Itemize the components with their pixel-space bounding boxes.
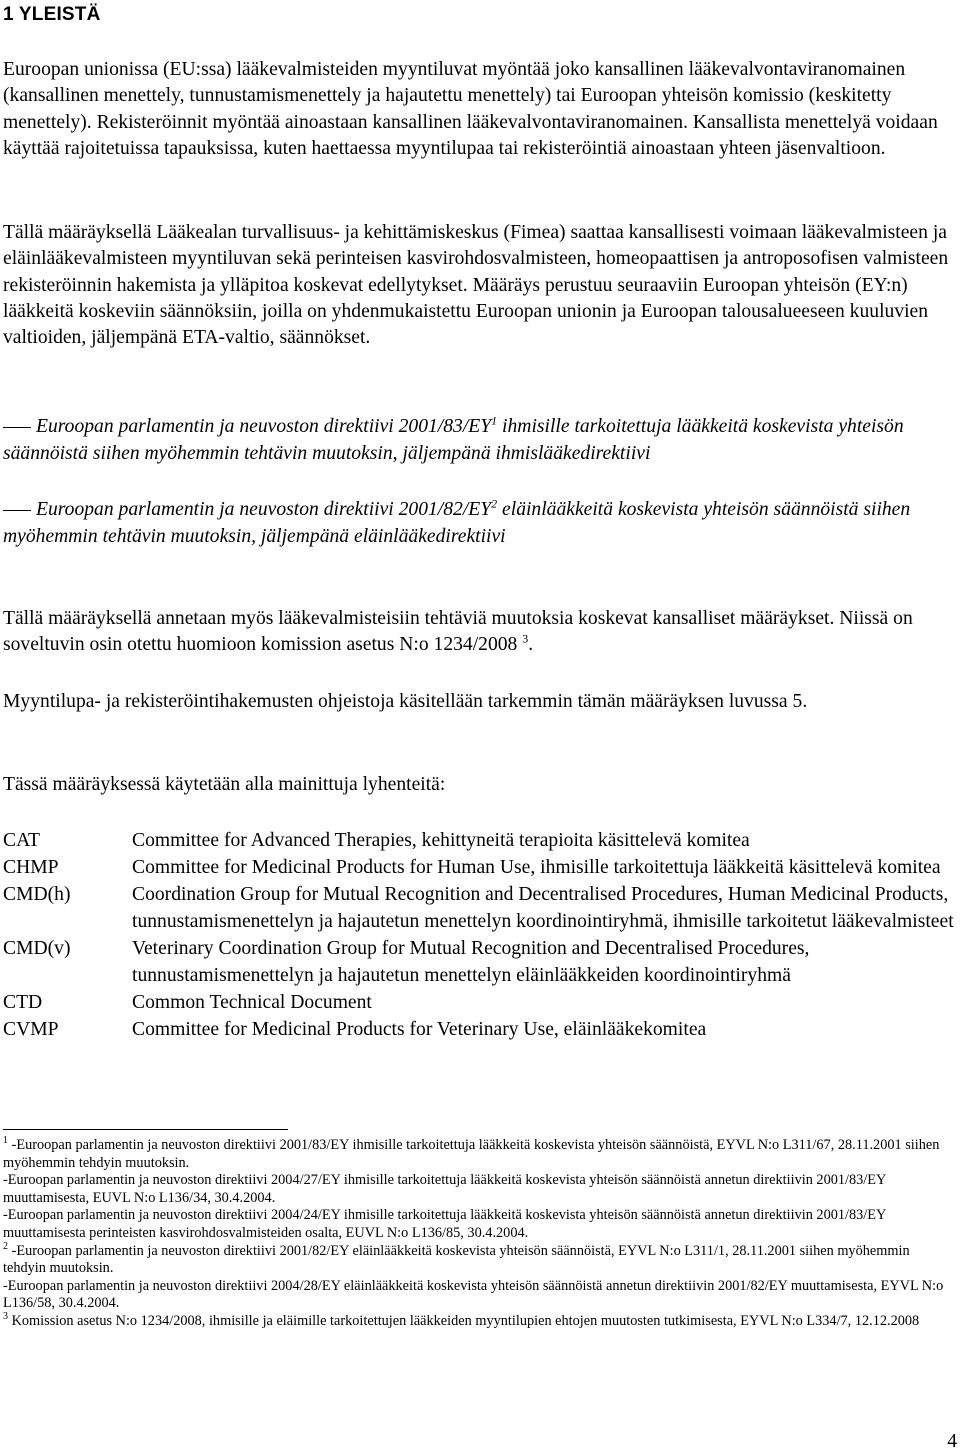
footnote-divider [3,1129,288,1130]
footnote [3,1278,955,1313]
directive-item-2 [3,497,953,550]
abbreviation-list [3,827,959,1043]
abbreviation-term: CMD(h) [3,884,71,905]
paragraph-text: Tällä määräyksellä annetaan myös lääkevalmisteisiin tehtäviä muutoksia koskevat kansalliset määräykset. Niissä on soveltuvin osin otettu huomioon komission asetus N:o 1234/2008 [3,608,913,656]
guidance-paragraph: Myyntilupa- ja rekisteröintihakemusten ohjeistoja käsitellään tarkemmin tämän määräyksen luvussa 5. [3,691,808,712]
paragraph-end: . [528,634,534,656]
directive-item-1 [3,414,953,467]
directive-title: Euroopan parlamentin ja neuvoston direktiivi 2001/83/EY [36,416,492,437]
footnote [3,1137,955,1172]
abbreviation-definition: Committee for Medicinal Products for Veterinary Use, eläinlääkekomitea [132,1019,707,1040]
footnote [3,1313,955,1331]
footnote-ref[interactable]: 1 [491,413,498,428]
list-item [3,827,959,854]
footnote-ref[interactable]: 3 [522,631,529,646]
footnote-mark: 2 [3,1240,8,1252]
footnote-text: -Euroopan parlamentin ja neuvoston direktiivi 2001/83/EY ihmisille tarkoitettuja lääkkeitä koskevista yhteisön säännöistä, EYVL N:o L311/67, 28.11.2001 siihen myöhemmin tehdyin muutoksin. [3,1137,940,1171]
footnotes [3,1137,955,1331]
abbreviation-term: CHMP [3,857,59,878]
intro-paragraph: Euroopan unionissa (EU:ssa) lääkevalmisteiden myyntiluvat myöntää joko kansallinen lääkevalvontaviranomainen (kansallinen menettely, tunnustamismenettely ja hajautettu menettely) tai Euroopan yhteisön komissio (keskitetty menettely). Rekisteröinnit myöntää ainoastaan kansallinen lääkevalvontaviranomainen. Kansallista menettelyä voidaan käyttää rajoitetuissa tapauksissa, kuten haettaessa myyntilupaa tai rekisteröintiä ainoastaan yhteen jäsenvaltioon. [3,59,938,159]
regulation-paragraph: Tällä määräyksellä Lääkealan turvallisuus- ja kehittämiskeskus (Fimea) saattaa kansallisesti voimaan lääkevalmisteen ja eläinlääkevalmisteen myyntiluvan sekä perinteisen kasvirohdosvalmisteen, homeopaattisen ja antroposofisen valmisteen rekisteröinnin hakemista ja ylläpitoa koskevat edellytykset. Määräys perustuu seuraaviin Euroopan yhteisön (EY:n) lääkkeitä koskeviin säännöksiin, joilla on yhdenmukaistettu Euroopan unionin ja Euroopan talousalueeseen kuuluvien valtioiden, jäljempänä ETA-valtio, säännökset. [3,222,949,349]
footnote [3,1172,955,1207]
footnote-text: -Euroopan parlamentin ja neuvoston direktiivi 2001/82/EY eläinlääkkeitä koskevista yhteisön säännöistä, EYVL N:o L311/1, 28.11.2001 siihen myöhemmin tehdyin muutoksin. [3,1242,910,1277]
abbreviation-definition: Committee for Medicinal Products for Human Use, ihmisille tarkoitettuja lääkkeitä käsittelevä komitea [132,857,941,878]
amendments-paragraph [3,606,953,659]
abbreviation-term: CVMP [3,1019,59,1040]
list-item [3,1016,959,1043]
abbreviation-definition: Coordination Group for Mutual Recognition and Decentralised Procedures, Human Medicinal Products, tunnustamismenettelyn ja hajautetun menettelyn koordinointiryhmä, ihmisille tarkoitetut lääkevalmisteet [132,884,954,932]
footnote-text: -Euroopan parlamentin ja neuvoston direktiivi 2004/28/EY eläinlääkkeitä koskevista yhteisön säännöistä annetun direktiivin 2001/82/EY muuttamisesta, EYVL N:o L136/58, 30.4.2004. [3,1277,944,1312]
footnote-text: -Euroopan parlamentin ja neuvoston direktiivi 2004/24/EY ihmisille tarkoitettuja lääkkeitä koskevista yhteisön säännöistä annetun direktiivin 2001/83/EY muuttamisesta perinteisten kasvirohdosvalmisteiden osalta, EUVL N:o L136/85, 30.4.2004. [3,1207,886,1241]
footnote-text: -Euroopan parlamentin ja neuvoston direktiivi 2004/27/EY ihmisille tarkoitettuja lääkkeitä koskevista yhteisön säännöistä annetun direktiivin 2001/83/EY muuttamisesta, EUVL N:o L136/34, 30.4.2004. [3,1172,886,1206]
abbreviation-term: CAT [3,830,41,851]
footnote [3,1240,955,1278]
page-number: 4 [947,1431,957,1452]
directive-description: eläinlääkkeitä koskevista yhteisön säännöistä siihen myöhemmin tehtävin muutoksin, jäljempänä eläinlääkedirektiivi [3,499,911,547]
dash-bullet [3,510,31,511]
abbreviation-definition: Veterinary Coordination Group for Mutual Recognition and Decentralised Procedures, tunnustamismenettelyn ja hajautetun menettelyn eläinlääkkeiden koordinointiryhmä [132,938,810,986]
list-item [3,989,959,1016]
footnote-ref[interactable]: 2 [491,496,498,511]
abbreviation-definition: Common Technical Document [132,992,372,1013]
list-item [3,935,959,989]
footnote [3,1207,955,1242]
dash-bullet [3,427,31,428]
abbreviation-definition: Committee for Advanced Therapies, kehittyneitä terapioita käsittelevä komitea [132,830,750,851]
footnote-mark: 3 [3,1311,8,1323]
abbreviation-term: CMD(v) [3,938,71,959]
footnote-text: Komission asetus N:o 1234/2008, ihmisille ja eläimille tarkoitettujen lääkkeiden myyntilupien ehtojen muutosten tutkimisesta, EYVL N:o L334/7, 12.12.2008 [8,1312,920,1329]
list-item [3,881,959,935]
directive-description: ihmisille tarkoitettuja lääkkeitä koskevista yhteisön säännöistä siihen myöhemmin tehtävin muutoksin, jäljempänä ihmislääkedirektiivi [3,416,904,464]
abbreviations-intro: Tässä määräyksessä käytetään alla mainittuja lyhenteitä: [3,774,446,795]
section-heading: 1 YLEISTÄ [3,4,101,25]
list-item [3,854,959,881]
footnote-mark: 1 [3,1135,8,1147]
directive-title: Euroopan parlamentin ja neuvoston direktiivi 2001/82/EY [36,499,492,520]
abbreviation-term: CTD [3,992,43,1013]
